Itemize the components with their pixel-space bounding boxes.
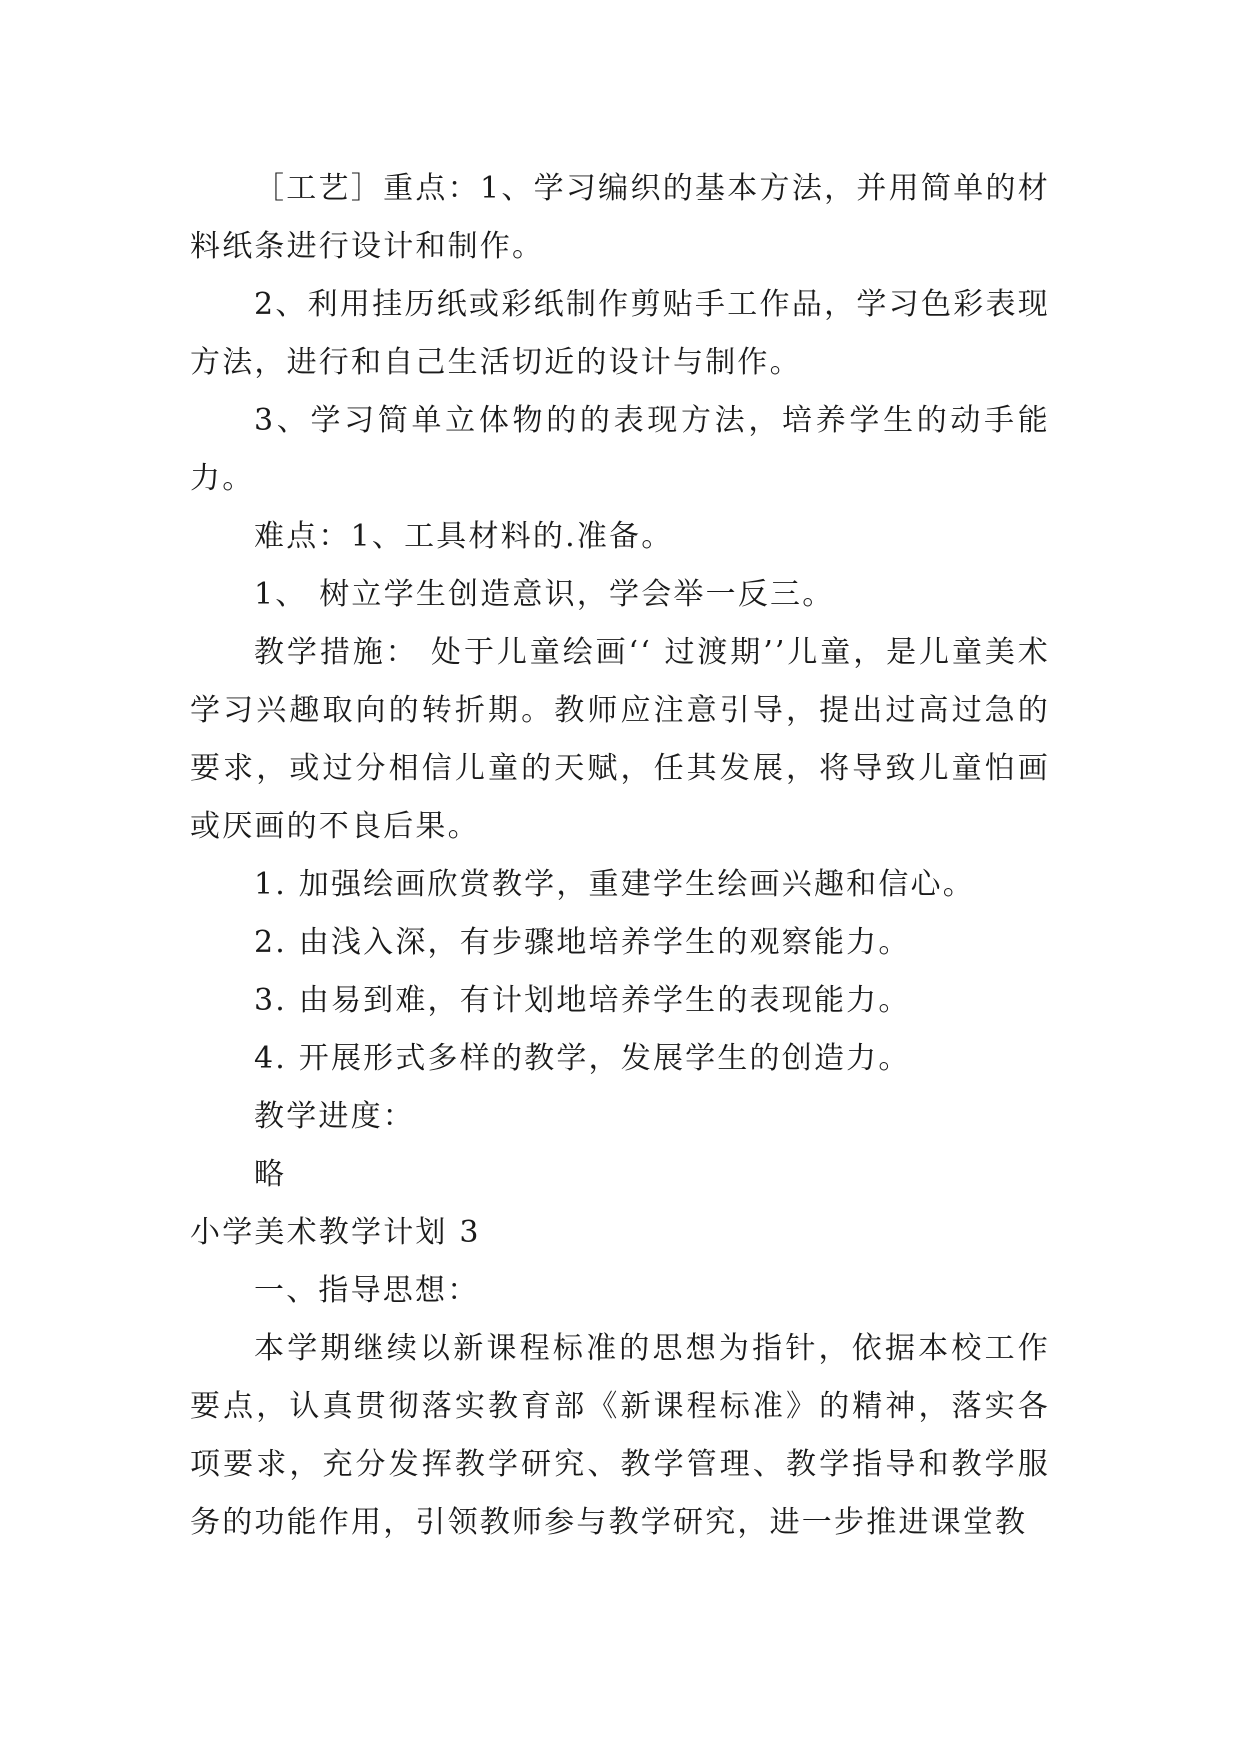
paragraph-teaching-measures: 教学措施： 处于儿童绘画‘‘ 过渡期’’儿童，是儿童美术学习兴趣取向的转折期。教师应注意引导，提出过高过急的要求，或过分相信儿童的天赋，任其发展，将导致儿童怕画或厌画的不良后果。 — [190, 635, 1050, 844]
paragraph-item-2: 2、利用挂历纸或彩纸制作剪贴手工作品，学习色彩表现方法，进行和自己生活切近的设计与制作。 — [190, 287, 1050, 380]
paragraph-difficulty-item: 1、 树立学生创造意识，学会举一反三。 — [254, 577, 835, 612]
paragraph-craft-key-points: ［工艺］重点：1、学习编织的基本方法，并用简单的材料纸条进行设计和制作。 — [190, 171, 1050, 264]
paragraph-progress-heading: 教学进度： — [254, 1099, 415, 1134]
paragraph-measure-1: 1. 加强绘画欣赏教学，重建学生绘画兴趣和信心。 — [254, 867, 975, 902]
paragraph-measure-4: 4. 开展形式多样的教学，发展学生的创造力。 — [254, 1041, 911, 1076]
document-body — [190, 160, 1050, 1552]
paragraph-guiding-heading: 一、指导思想： — [254, 1273, 480, 1308]
paragraph-measure-3: 3. 由易到难，有计划地培养学生的表现能力。 — [254, 983, 911, 1018]
paragraph-guiding-body: 本学期继续以新课程标准的思想为指针，依据本校工作要点，认真贯彻落实教育部《新课程标准》的精神，落实各项要求，充分发挥教学研究、教学管理、教学指导和教学服务的功能作用，引领教师参与教学研究，进一步推进课堂教 — [190, 1331, 1050, 1540]
section-title: 小学美术教学计划 3 — [190, 1215, 481, 1250]
paragraph-difficulty: 难点：1、工具材料的.准备。 — [254, 519, 674, 554]
paragraph-measure-2: 2. 由浅入深，有步骤地培养学生的观察能力。 — [254, 925, 911, 960]
paragraph-item-3: 3、学习简单立体物的的表现方法，培养学生的动手能力。 — [190, 403, 1050, 496]
paragraph-omitted: 略 — [254, 1157, 287, 1192]
